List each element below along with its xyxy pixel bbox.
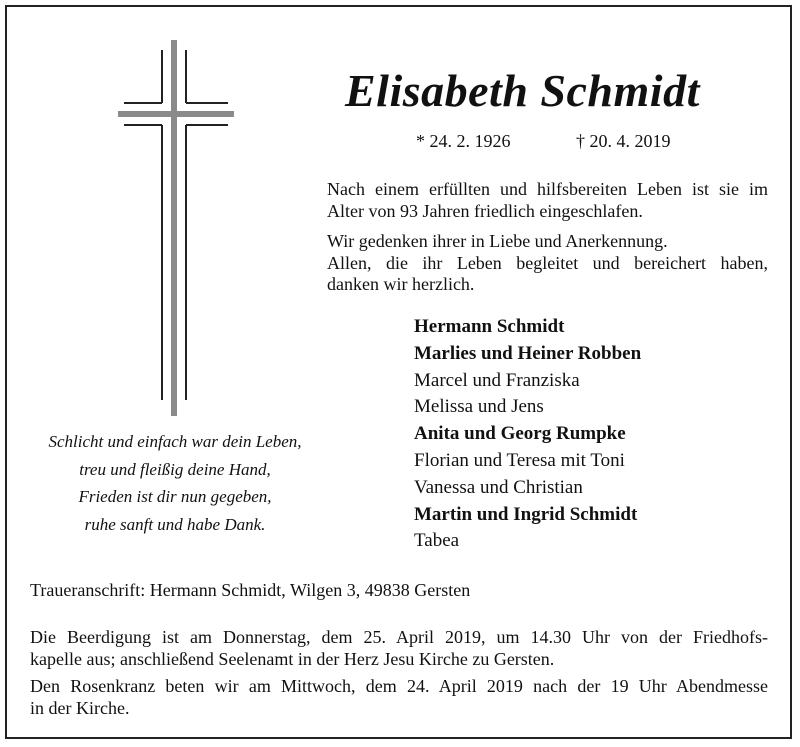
family-member: Tabea — [414, 530, 460, 552]
family-member: Florian und Teresa mit Toni — [414, 449, 625, 471]
rosary-info — [30, 676, 768, 719]
family-member: Vanessa und Christian — [414, 476, 583, 498]
info-line: in der Kirche. — [30, 697, 130, 718]
family-member: Marcel und Franziska — [414, 369, 580, 391]
thanks-paragraph — [327, 231, 768, 296]
paragraph-line: danken wir herzlich. — [327, 274, 475, 294]
poem-line: treu und fleißig deine Hand, — [79, 459, 271, 479]
cross-icon — [118, 40, 234, 416]
mourning-address: Traueranschrift: Hermann Schmidt, Wilgen 3, 49838 Gersten — [30, 580, 471, 600]
paragraph-line: Alter von 93 Jahren friedlich eingeschlafen. — [327, 200, 643, 221]
obituary-paragraph — [327, 179, 768, 222]
family-list — [414, 314, 641, 555]
memorial-poem — [30, 428, 320, 538]
info-line: kapelle aus; anschließend Seelenamt in der Herz Jesu Kirche zu Gersten. — [30, 648, 555, 669]
family-member: Anita und Georg Rumpke — [414, 423, 626, 445]
family-member: Martin und Ingrid Schmidt — [414, 503, 638, 525]
death-date: † 20. 4. 2019 — [576, 131, 671, 151]
info-line: Die Beerdigung ist am Donnerstag, dem 25. April 2019, um 14.30 Uhr von der Friedhofs- — [30, 627, 768, 647]
poem-line: Schlicht und einfach war dein Leben, — [48, 432, 302, 451]
info-line: Den Rosenkranz beten wir am Mittwoch, dem 24. April 2019 nach der 19 Uhr Abendmesse — [30, 676, 768, 696]
deceased-name: Elisabeth Schmidt — [345, 65, 700, 116]
family-member: Melissa und Jens — [414, 396, 544, 418]
family-member: Hermann Schmidt — [414, 316, 565, 337]
poem-line: ruhe sanft und habe Dank. — [84, 514, 266, 534]
poem-line: Frieden ist dir nun gegeben, — [78, 487, 272, 506]
funeral-info — [30, 627, 768, 670]
birth-date: * 24. 2. 1926 — [416, 131, 511, 151]
family-member: Marlies und Heiner Robben — [414, 342, 642, 364]
paragraph-line: Wir gedenken ihrer in Liebe und Anerkennung. — [327, 231, 668, 251]
paragraph-line: Allen, die ihr Leben begleitet und bereichert haben, — [327, 252, 768, 273]
paragraph-line: Nach einem erfüllten und hilfsbereiten Leben ist sie im — [327, 179, 768, 199]
